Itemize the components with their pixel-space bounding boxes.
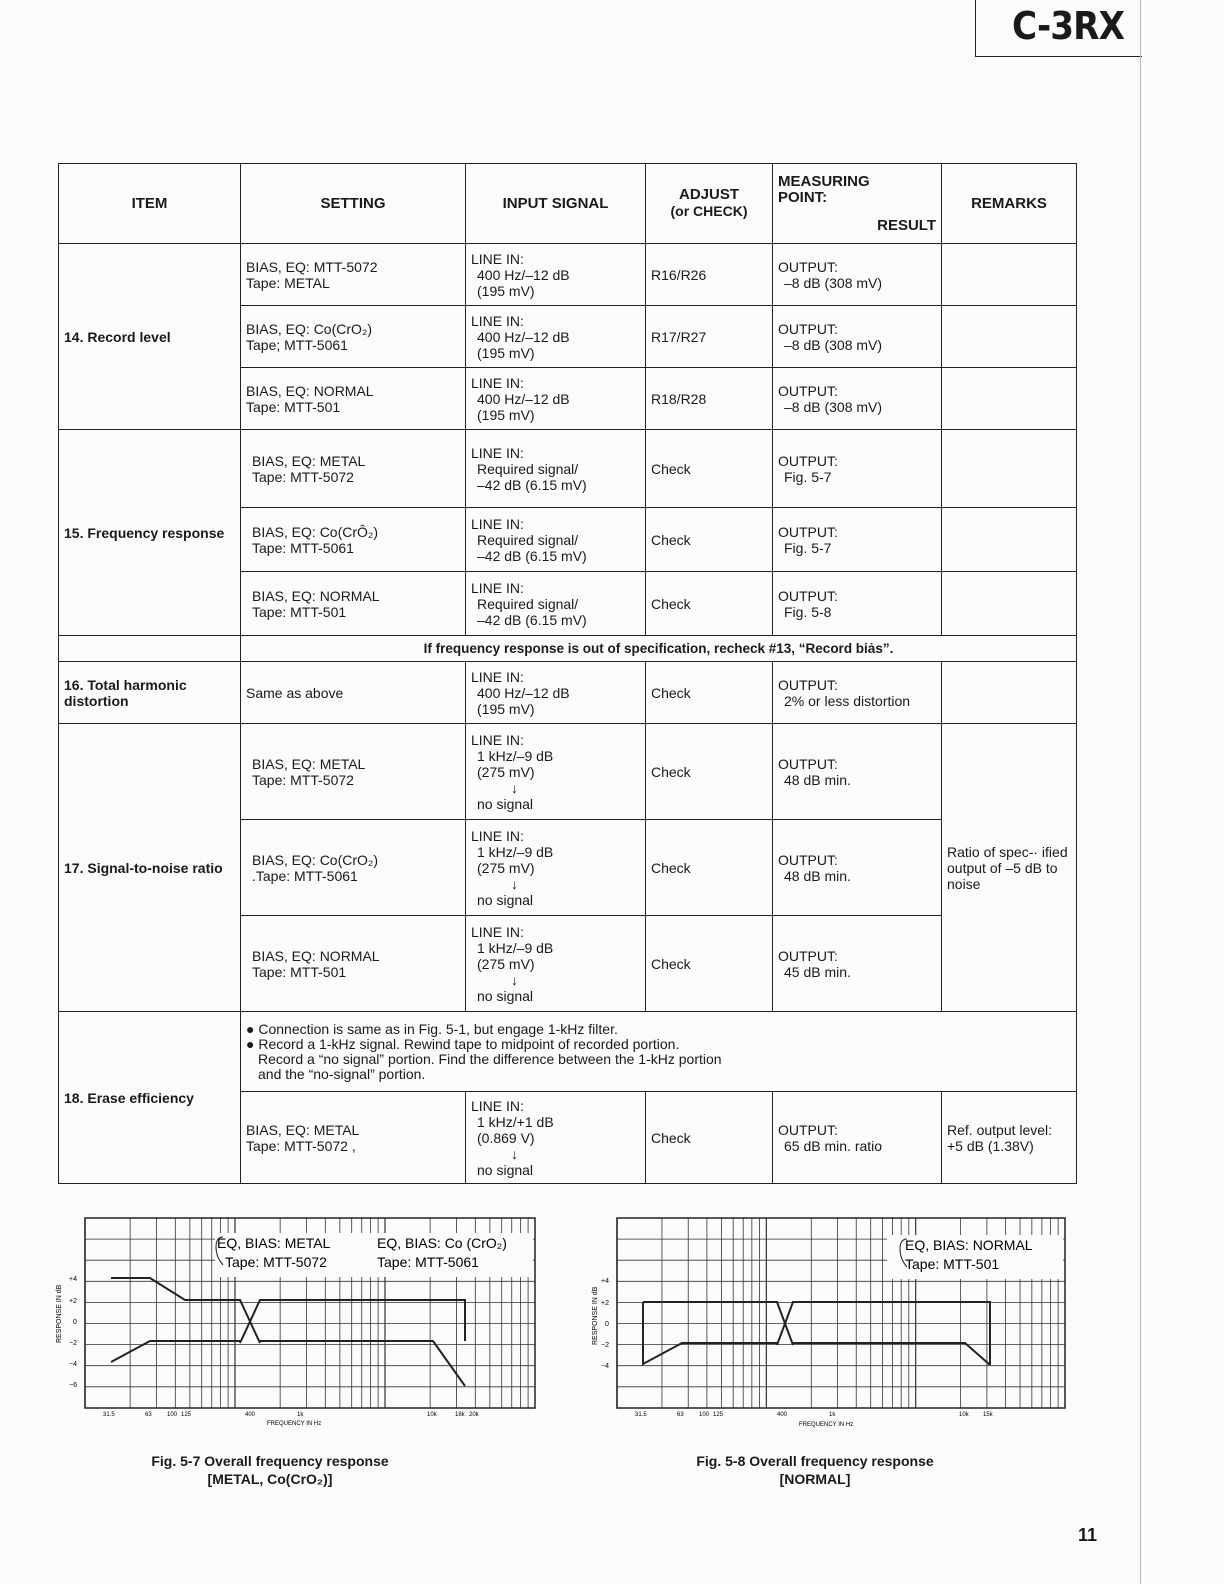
input-cell (466, 306, 646, 368)
measure-line: 48 dB min. (784, 771, 851, 788)
fig-5-8-ylabel: RESPONSE IN dB (592, 1286, 599, 1345)
input-line: no signal (477, 1161, 534, 1178)
col-adjust (646, 164, 773, 244)
adjust-cell: R16/R26 (646, 244, 773, 306)
y-tick: −6 (69, 1382, 77, 1389)
remarks-cell (942, 572, 1077, 636)
erase-instructions (241, 1012, 1077, 1092)
fig-5-8-upper-limit (643, 1302, 990, 1365)
x-tick: 10k (959, 1412, 969, 1418)
remarks-cell: Ratio of spec-· ified output of –5 dB to noise (942, 724, 1077, 1012)
setting-line: BIAS, EQ: METAL (246, 1121, 360, 1138)
input-line: LINE IN: (471, 444, 524, 461)
measure-line: Fig. 5-8 (784, 603, 832, 620)
fig-5-8-legend-1: EQ, BIAS: NORMAL (905, 1237, 1033, 1253)
fig-5-7-upper-limit (111, 1278, 465, 1343)
x-tick: 20k (469, 1412, 479, 1418)
col-input-signal: INPUT SIGNAL (466, 164, 646, 244)
item-16: 16. Total harmonic distortion (59, 662, 241, 724)
fig-5-7-xlabel: FREQUENCY IN Hz (267, 1421, 322, 1427)
measure-cell (773, 662, 942, 724)
remarks-cell (942, 508, 1077, 572)
setting-line: Tape: MTT-5072 , (246, 1137, 356, 1154)
input-line: (275 mV) (477, 955, 535, 972)
fig-5-8-caption-line2: [NORMAL] (779, 1471, 851, 1487)
fig-5-7-legend-2: Tape: MTT-5072 (225, 1254, 327, 1270)
measure-line: –8 dB (308 mV) (784, 274, 883, 291)
measure-cell (773, 572, 942, 636)
adjust-cell: Check (646, 916, 773, 1012)
x-tick: 31.5 (635, 1412, 647, 1418)
item-14: 14. Record level (59, 244, 241, 430)
arrow-down-icon: ↓ (511, 971, 518, 988)
adjust-cell: R17/R27 (646, 306, 773, 368)
model-title: C-3RX (1012, 4, 1125, 48)
input-line: LINE IN: (471, 827, 524, 844)
setting-line: Tape; MTT-5061 (246, 336, 348, 353)
input-line: (195 mV) (477, 406, 535, 423)
input-line: (195 mV) (477, 700, 535, 717)
input-line: 1 kHz/–9 dB (477, 939, 554, 956)
input-line: LINE IN: (471, 250, 524, 267)
table-row (59, 1012, 1077, 1092)
adjustment-table (58, 163, 1077, 1184)
input-line: LINE IN: (471, 579, 524, 596)
setting-line: BIAS, EQ: NORMAL (246, 382, 374, 399)
x-tick: 18k (455, 1412, 465, 1418)
input-line: 1 kHz/+1 dB (477, 1113, 554, 1130)
table-row (59, 662, 1077, 724)
measure-cell (773, 724, 942, 820)
measure-line: 2% or less distortion (784, 692, 911, 709)
input-line: no signal (477, 795, 534, 812)
item-17: 17. Signal-to-noise ratio (59, 724, 241, 1012)
setting-line: .Tape: MTT-5061 (252, 867, 358, 884)
x-tick: 63 (145, 1412, 152, 1418)
input-line: (275 mV) (477, 859, 535, 876)
table-row (59, 430, 1077, 508)
col-measuring-point: POINT: (778, 188, 828, 206)
instruction-line: Record a “no signal” portion. Find the difference between the 1-kHz portion (258, 1050, 722, 1067)
setting-line: BIAS, EQ: MTT-5072 (246, 258, 378, 275)
fig-5-7-x-ticks (103, 1412, 480, 1418)
fig-5-7-graph (55, 1213, 545, 1428)
arrow-down-icon: ↓ (511, 1145, 518, 1162)
setting-line: BIAS, EQ: Co(CrO₂) (252, 851, 379, 868)
measure-line: OUTPUT: (778, 1121, 838, 1138)
input-cell (466, 820, 646, 916)
measure-line: OUTPUT: (778, 258, 838, 275)
setting-cell (241, 724, 466, 820)
y-tick: 0 (605, 1321, 609, 1328)
table-row (59, 724, 1077, 820)
setting-line: BIAS, EQ: Co(CrO₂) (246, 320, 373, 337)
input-cell (466, 572, 646, 636)
y-tick: +4 (601, 1278, 609, 1285)
measure-line: OUTPUT: (778, 947, 838, 964)
input-line: 1 kHz/–9 dB (477, 843, 554, 860)
input-line: 400 Hz/–12 dB (477, 390, 570, 407)
measure-cell (773, 244, 942, 306)
adjust-cell: Check (646, 662, 773, 724)
col-item: ITEM (59, 164, 241, 244)
input-line: LINE IN: (471, 374, 524, 391)
item-15: 15. Frequency response (59, 430, 241, 636)
setting-line: Tape: MTT-501 (252, 603, 347, 620)
measure-line: OUTPUT: (778, 452, 838, 469)
x-tick: 100 (699, 1412, 710, 1418)
instruction-line: and the “no-signal” portion. (258, 1065, 426, 1082)
setting-line: BIAS, EQ: NORMAL (252, 587, 380, 604)
setting-line: BIAS, EQ: METAL (252, 755, 366, 772)
x-tick: 63 (677, 1412, 684, 1418)
measure-line: OUTPUT: (778, 523, 838, 540)
setting-cell (241, 368, 466, 430)
input-line: (275 mV) (477, 763, 535, 780)
y-tick: 0 (73, 1319, 77, 1326)
table-header-row (59, 164, 1077, 244)
input-cell (466, 724, 646, 820)
input-line: LINE IN: (471, 1097, 524, 1114)
measure-line: 45 dB min. (784, 963, 851, 980)
fig-5-7-legend-4: Tape: MTT-5061 (377, 1254, 479, 1270)
remarks-cell (942, 430, 1077, 508)
input-line: –42 dB (6.15 mV) (477, 476, 587, 493)
fig-5-8-x-ticks (635, 1412, 994, 1418)
measure-line: OUTPUT: (778, 676, 838, 693)
fig-5-8-y-ticks (601, 1278, 609, 1370)
input-line: Required signal/ (477, 460, 579, 477)
input-line: no signal (477, 891, 534, 908)
input-cell (466, 916, 646, 1012)
input-line: 1 kHz/–9 dB (477, 747, 554, 764)
input-cell (466, 368, 646, 430)
setting-cell (241, 916, 466, 1012)
setting-cell (241, 572, 466, 636)
y-tick: +2 (69, 1298, 77, 1305)
adjust-cell: Check (646, 572, 773, 636)
input-line: (0.869 V) (477, 1129, 535, 1146)
fig-5-7-caption-line2: [METAL, Co(CrO₂)] (207, 1471, 333, 1487)
table-row (59, 244, 1077, 306)
measure-cell (773, 508, 942, 572)
fig-5-8-legend-2: Tape: MTT-501 (905, 1256, 1000, 1272)
input-line: (195 mV) (477, 282, 535, 299)
fig-5-7-caption-line1: Fig. 5-7 Overall frequency response (151, 1453, 389, 1469)
measure-cell (773, 916, 942, 1012)
frequency-note: If frequency response is out of specification, recheck #13, “Record biȧs”. (241, 636, 1077, 662)
col-result: RESULT (877, 216, 936, 234)
fig-5-8-caption (660, 1452, 970, 1488)
fig-5-7-caption (120, 1452, 420, 1488)
remarks-cell (942, 662, 1077, 724)
fig-5-7-y-ticks (69, 1276, 77, 1389)
adjust-cell: Check (646, 724, 773, 820)
adjust-cell: Check (646, 1092, 773, 1184)
y-tick: −2 (601, 1342, 609, 1349)
setting-cell (241, 508, 466, 572)
measure-line: 48 dB min. (784, 867, 851, 884)
measure-line: –8 dB (308 mV) (784, 398, 883, 415)
fig-5-7-legend-1: EQ, BIAS: METAL (217, 1235, 331, 1251)
measure-line: OUTPUT: (778, 851, 838, 868)
adjust-cell: Check (646, 508, 773, 572)
y-tick: −2 (69, 1340, 77, 1347)
input-line: –42 dB (6.15 mV) (477, 611, 587, 628)
setting-line: BIAS, EQ: METAL (252, 452, 366, 469)
fig-5-8-graph (587, 1215, 1077, 1430)
input-cell (466, 508, 646, 572)
remarks-cell (942, 306, 1077, 368)
remarks-cell (942, 244, 1077, 306)
input-cell (466, 1092, 646, 1184)
page-number: 11 (1078, 1525, 1098, 1545)
remarks-cell (942, 368, 1077, 430)
setting-cell (241, 430, 466, 508)
x-tick: 1k (829, 1412, 836, 1418)
input-line: LINE IN: (471, 923, 524, 940)
fig-5-8-xlabel: FREQUENCY IN Hz (799, 1422, 854, 1428)
input-line: LINE IN: (471, 731, 524, 748)
input-line: 400 Hz/–12 dB (477, 266, 570, 283)
setting-line: BIAS, EQ: NORMAL (252, 947, 380, 964)
col-measuring (773, 164, 942, 244)
x-tick: 15k (983, 1412, 993, 1418)
y-tick: −4 (69, 1361, 77, 1368)
table-row (59, 636, 1077, 662)
measure-line: OUTPUT: (778, 320, 838, 337)
setting-cell (241, 1092, 466, 1184)
input-cell (466, 430, 646, 508)
input-cell (466, 662, 646, 724)
adjust-cell: Check (646, 820, 773, 916)
col-adjust-label: ADJUST (678, 186, 739, 203)
input-line: Required signal/ (477, 531, 579, 548)
measure-line: 65 dB min. ratio (784, 1137, 883, 1154)
input-line: (195 mV) (477, 344, 535, 361)
setting-cell: Same as above (241, 662, 466, 724)
measure-line: OUTPUT: (778, 587, 838, 604)
measure-cell (773, 306, 942, 368)
measure-cell (773, 368, 942, 430)
input-line: no signal (477, 987, 534, 1004)
y-tick: +2 (601, 1300, 609, 1307)
x-tick: 125 (181, 1412, 192, 1418)
col-remarks: REMARKS (942, 164, 1077, 244)
x-tick: 31.5 (103, 1412, 115, 1418)
instruction-line: ● Connection is same as in Fig. 5-1, but engage 1-kHz filter. (246, 1020, 618, 1037)
setting-line: BIAS, EQ: Co(CrÔ₂) (252, 523, 379, 540)
x-tick: 1k (297, 1412, 304, 1418)
input-line: LINE IN: (471, 515, 524, 532)
item-18: 18. Erase efficiency (59, 1012, 241, 1184)
page-edge-line (1140, 0, 1141, 1584)
setting-line: Tape: MTT-501 (246, 398, 341, 415)
setting-line: Tape: MTT-5072 (252, 771, 354, 788)
x-tick: 10k (427, 1412, 437, 1418)
remarks-cell: Ref. output level: +5 dB (1.38V) (942, 1092, 1077, 1184)
instruction-line: ● Record a 1-kHz signal. Rewind tape to midpoint of recorded portion. (246, 1035, 680, 1052)
input-line: LINE IN: (471, 312, 524, 329)
arrow-down-icon: ↓ (511, 875, 518, 892)
setting-cell (241, 244, 466, 306)
fig-5-7-lower-limit (111, 1341, 465, 1386)
input-line: –42 dB (6.15 mV) (477, 547, 587, 564)
y-tick: −4 (601, 1363, 609, 1370)
input-cell (466, 244, 646, 306)
setting-cell (241, 306, 466, 368)
setting-line: Tape: MTT-501 (252, 963, 347, 980)
fig-5-7-ylabel: RESPONSE IN dB (56, 1284, 63, 1343)
measure-line: OUTPUT: (778, 382, 838, 399)
arrow-down-icon: ↓ (511, 779, 518, 796)
input-line: 400 Hz/–12 dB (477, 684, 570, 701)
fig-5-8-lower-limit (643, 1302, 990, 1365)
adjust-cell: R18/R28 (646, 368, 773, 430)
measure-cell (773, 1092, 942, 1184)
setting-cell (241, 820, 466, 916)
measure-cell (773, 820, 942, 916)
col-adjust-sub: (or CHECK) (670, 203, 748, 219)
y-tick: +4 (69, 1276, 77, 1283)
input-line: 400 Hz/–12 dB (477, 328, 570, 345)
setting-line: Tape: MTT-5061 (252, 539, 354, 556)
adjust-cell: Check (646, 430, 773, 508)
input-line: Required signal/ (477, 595, 579, 612)
fig-5-8-caption-line1: Fig. 5-8 Overall frequency response (696, 1453, 934, 1469)
x-tick: 400 (777, 1412, 788, 1418)
col-setting: SETTING (241, 164, 466, 244)
measure-line: Fig. 5-7 (784, 468, 832, 485)
measure-cell (773, 430, 942, 508)
setting-line: Tape: METAL (246, 274, 330, 291)
x-tick: 100 (167, 1412, 178, 1418)
x-tick: 400 (245, 1412, 256, 1418)
note-spacer (59, 636, 241, 662)
input-line: LINE IN: (471, 668, 524, 685)
measure-line: –8 dB (308 mV) (784, 336, 883, 353)
setting-line: Tape: MTT-5072 (252, 468, 354, 485)
fig-5-7-legend-3: EQ, BIAS: Co (CrO₂) (377, 1235, 507, 1251)
col-measuring-label: MEASURING (778, 172, 870, 190)
measure-line: Fig. 5-7 (784, 539, 832, 556)
measure-line: OUTPUT: (778, 755, 838, 772)
x-tick: 125 (713, 1412, 724, 1418)
